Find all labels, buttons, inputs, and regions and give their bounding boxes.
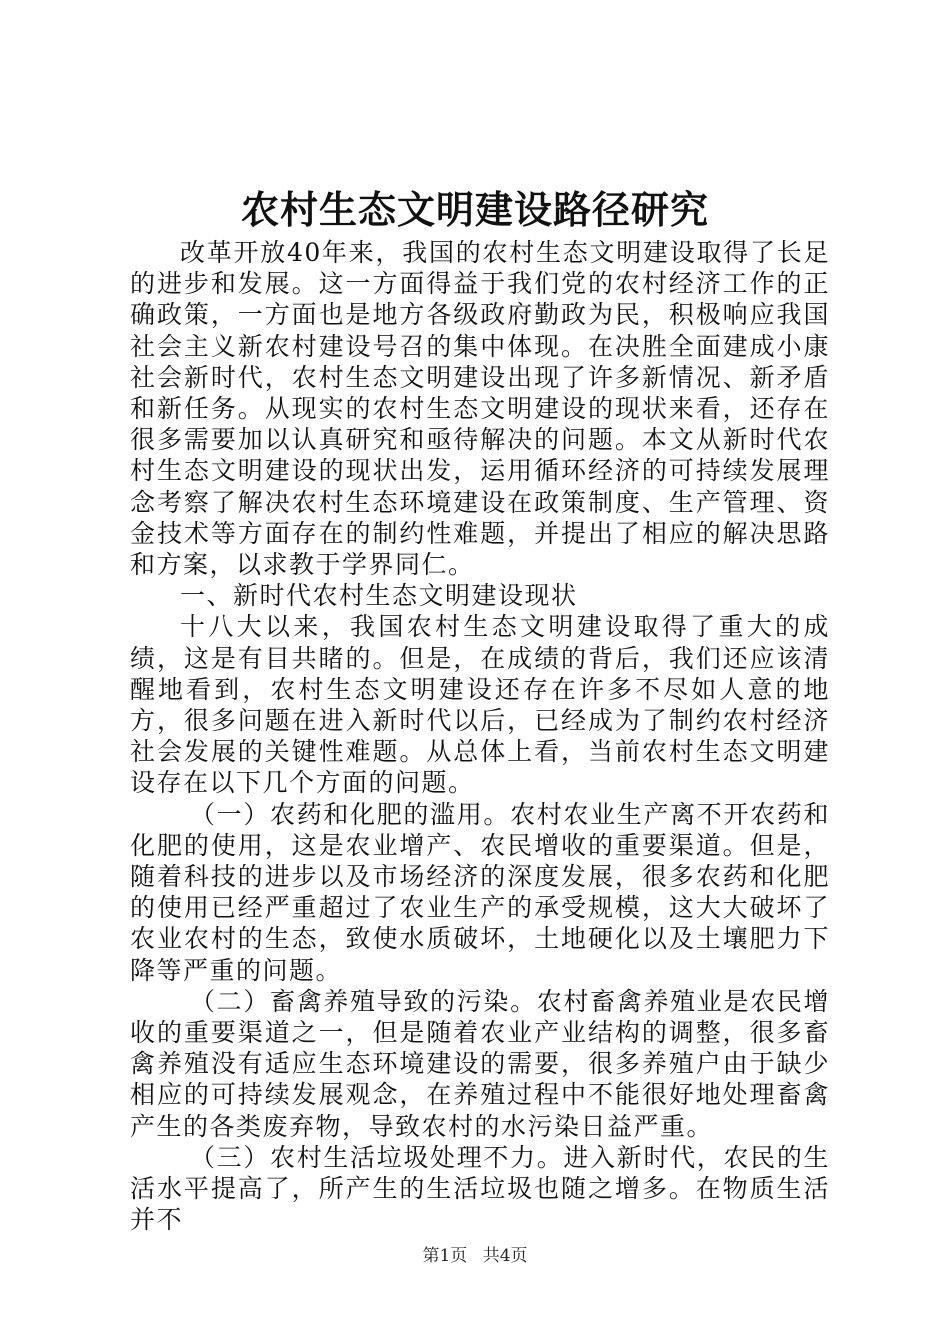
intro-paragraph: 改革开放40年来，我国的农村生态文明建设取得了长足的进步和发展。这一方面得益于我们党的农村经济工作的正确政策，一方面也是地方各级政府勤政为民，积极响应我国社会主义新农村建设号召的集中体现。在决胜全面建成小康社会新时代，农村生态文明建设出现了许多新情况、新矛盾和新任务。从现实的农村生态文明建设的现状来看，还存在很多需要加以认真研究和亟待解决的问题。本文从新时代农村生态文明建设的现状出发，运用循环经济的可持续发展理念考察了解决农村生态环境建设在政策制度、生产管理、资金技术等方面存在的制约性难题，并提出了相应的解决思路和方案，以求教于学界同仁。 — [130, 238, 830, 580]
section-heading-1: 一、新时代农村生态文明建设现状 — [180, 581, 578, 611]
subsection-2-paragraph: （二）畜禽养殖导致的污染。农村畜禽养殖业是农民增收的重要渠道之一，但是随着农业产业结构的调整，很多畜禽养殖没有适应生态环境建设的需要，很多养殖户由于缺少相应的可持续发展观念，在养殖过程中不能很好地处理畜禽产生的各类废弃物，导致农村的水污染日益严重。 — [130, 986, 830, 1141]
subsection-3-paragraph: （三）农村生活垃圾处理不力。进入新时代，农民的生活水平提高了，所产生的生活垃圾也随之增多。在物质生活并不 — [130, 1142, 830, 1235]
page-total: 共4页 — [482, 1246, 528, 1266]
page-footer — [0, 1244, 950, 1268]
document-body — [130, 237, 830, 1236]
page-number: 第1页 — [422, 1246, 468, 1266]
document-title: 农村生态文明建设路径研究 — [240, 187, 709, 232]
section-1-paragraph: 十八大以来，我国农村生态文明建设取得了重大的成绩，这是有目共睹的。但是，在成绩的背后，我们还应该清醒地看到，农村生态文明建设还存在许多不尽如人意的地方，很多问题在进入新时代以后，已经成为了制约农村经济社会发展的关键性难题。从总体上看，当前农村生态文明建设存在以下几个方面的问题。 — [130, 612, 830, 798]
subsection-1-paragraph: （一）农药和化肥的滥用。农村农业生产离不开农药和化肥的使用，这是农业增产、农民增收的重要渠道。但是，随着科技的进步以及市场经济的深度发展，很多农药和化肥的使用已经严重超过了农业生产的承受规模，这大大破坏了农业农村的生态，致使水质破坏，土地硬化以及土壤肥力下降等严重的问题。 — [130, 799, 830, 985]
